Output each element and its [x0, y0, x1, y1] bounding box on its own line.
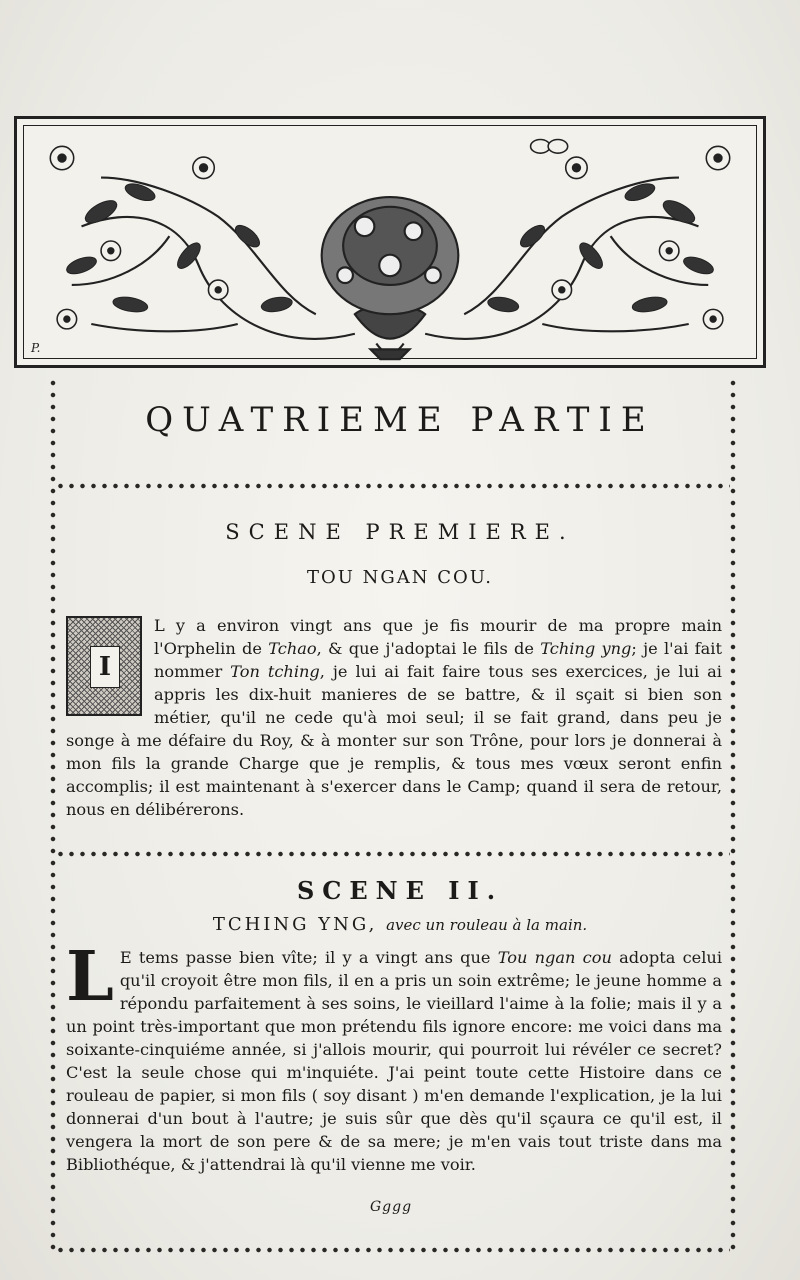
scene-1-body: L y a environ vingt ans que je fis mourir de ma propre main l'Orphelin de Tchao, & que j'adoptai le fils de Tching yng; je l'ai fait nommer Ton tching, je lui ai fait faire tous ses exercices, je lui ai appris les dix-huit manieres de se battre, & il sçait si bien son métier, qu'il ne cede qu'à moi seul; il se fait grand, dans peu je songe à me défaire du Roy, & à monter sur son Trône, pour lors je donnerai à mon fils la grande Charge que je remplis, & tous mes vœux seront enfin accomplis; il est maintenant à s'exercer dans le Camp; quand il sera de retour, nous en délibérerons.: [66, 616, 722, 819]
dropcap-letter: I: [90, 646, 120, 688]
scene-1-title: SCENE PREMIERE.: [225, 520, 575, 544]
scene-2-speaker-name: TCHING YNG,: [212, 914, 378, 935]
scene-2-speaker: [60, 914, 740, 935]
scene-2-stage-direction: avec un rouleau à la main.: [386, 916, 588, 934]
divider-rule-2: [55, 848, 730, 860]
scene-2-text: [66, 937, 723, 1176]
signature-mark: Gggg: [370, 1199, 413, 1215]
scene-2-title: SCENE II.: [296, 876, 504, 905]
scene-1-speaker: TOU NGAN COU.: [306, 567, 494, 588]
dropcap-letter-l: L: [66, 937, 114, 1017]
engraver-mark: P.: [31, 341, 41, 355]
divider-rule-1: [55, 480, 730, 492]
scene-1-text: [66, 614, 722, 821]
floral-ornament-illustration: [17, 119, 763, 365]
part-title: QUATRIEME PARTIE: [145, 400, 655, 440]
ornamental-headpiece: [14, 116, 766, 368]
left-dotted-border: [47, 380, 59, 1250]
scene-2-body: E tems passe bien vîte; il y a vingt ans que Tou ngan cou adopta celui qu'il croyoit être mon fils, il en a pris un soin extrême; le jeune homme a répondu parfaitement à ses soins, le vieillard l'aime à la folie; mais il y a un point très-important que mon prétendu fils ignore encore: me voici dans ma soixante-cinquiéme année, si j'allois mourir, qui pourroit lui révéler ce secret? C'est la seule chose qui m'inquiéte. J'ai peint toute cette Histoire dans ce rouleau de papier, si mon fils ( soy disant ) m'en demande l'explication, je la lui donnerai d'un bout à l'autre; je suis sûr que dès qu'il sçaura ce qu'il est, il vengera la mort de son pere & de sa mere; je m'en vais tout triste dans ma Bibliothéque, & j'attendrai là qu'il vienne me voir.: [66, 948, 723, 1174]
decorated-dropcap: [66, 616, 142, 716]
right-dotted-border: [727, 380, 739, 1250]
bottom-rule: [55, 1244, 730, 1256]
